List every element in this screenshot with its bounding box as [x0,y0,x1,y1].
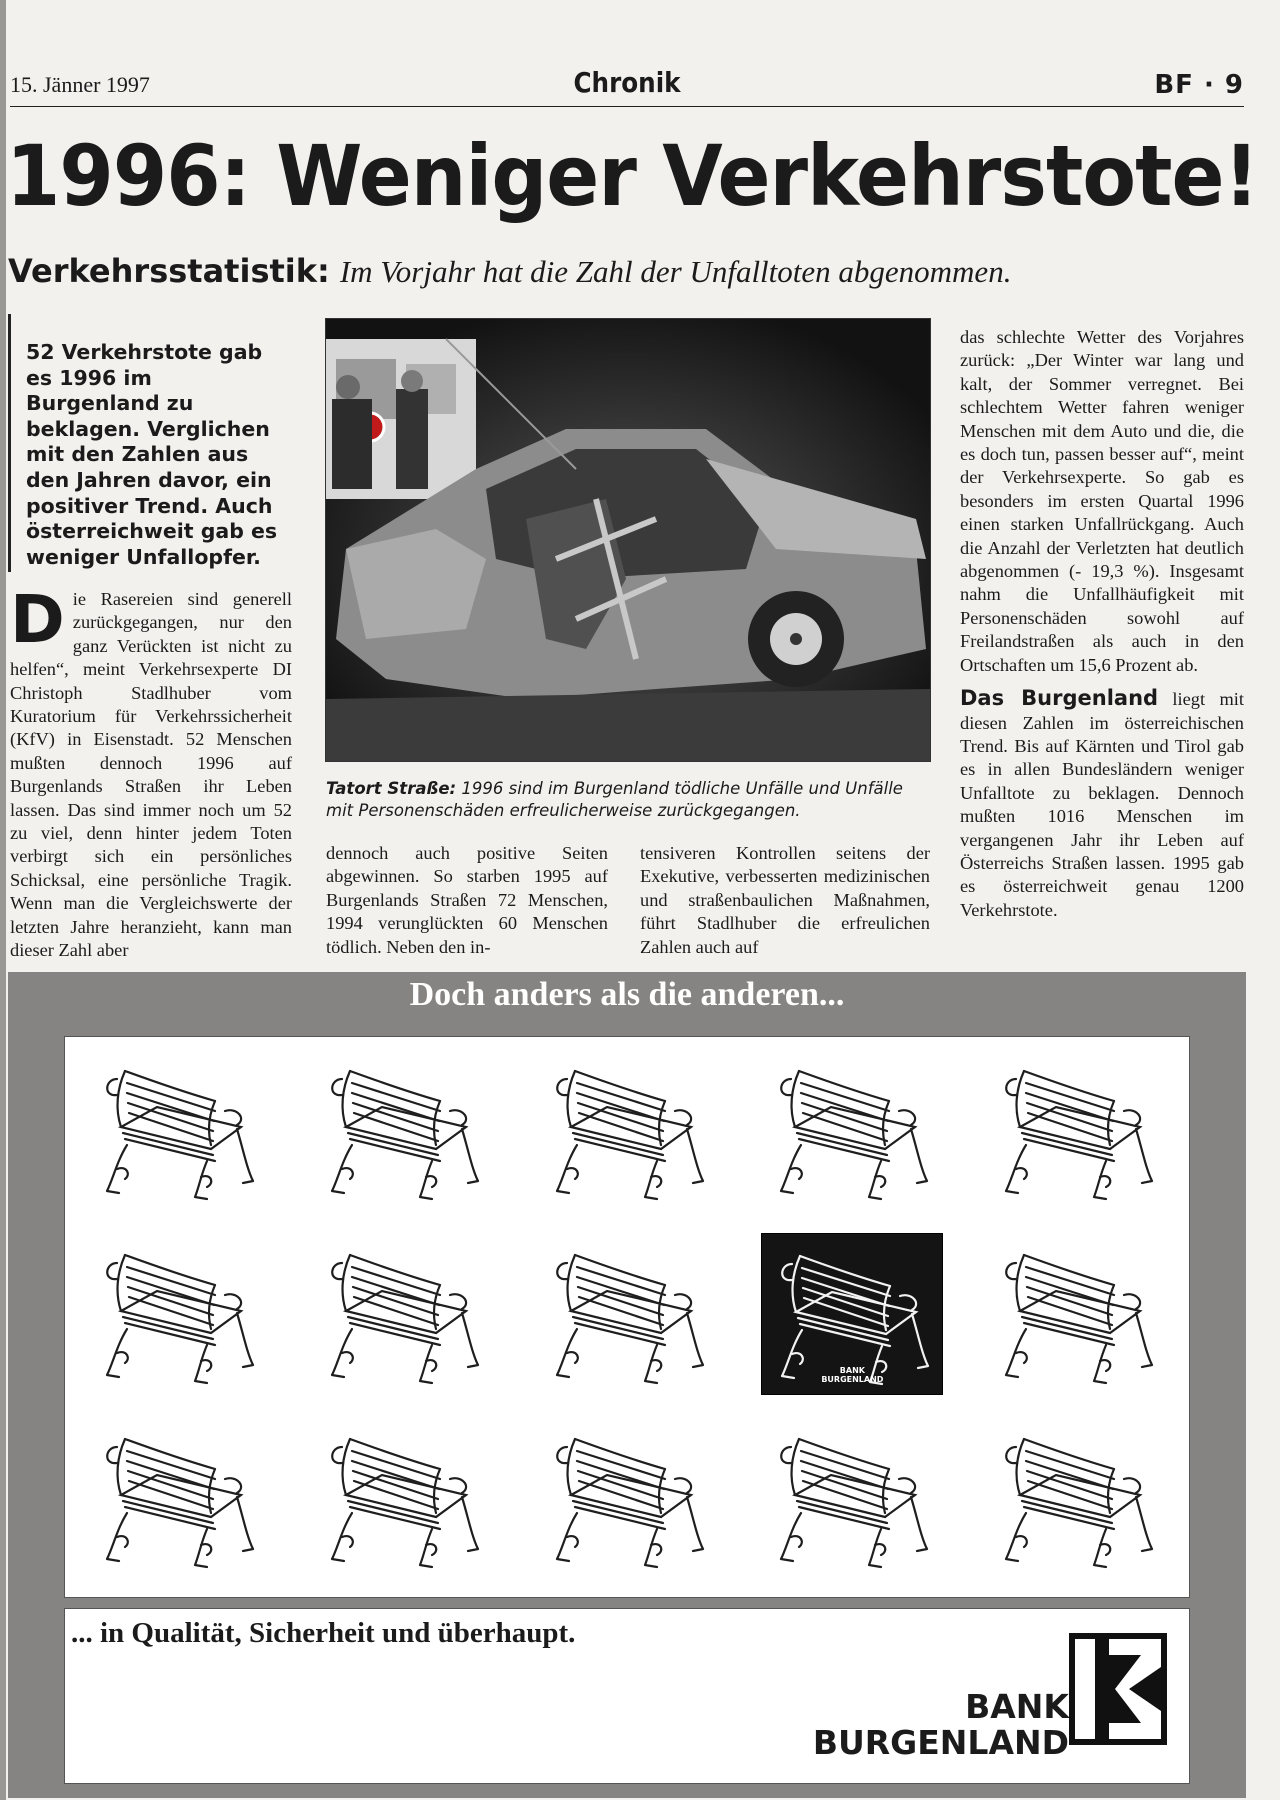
bench-illustration [986,1417,1166,1577]
bank-name [813,1689,1069,1761]
bench-illustration [87,1417,267,1577]
accident-photo [325,318,931,762]
column-4-text: das schlechte Wetter des Vorjahres zurück: „Der Winter war lang und kalt, der Sommer verregnet. Bei schlechtem Wetter fahren weniger Menschen mit dem Auto und die, die es doch tun, passen besser auf“, meint der Verkehrsexperte. So gab es besonders im ersten Quartal 1996 einen starken Unfallrückgang. Auch die Anzahl der Verletzten hat deutlich abgenommen (- 19,3 %). Insgesamt nahm die Unfallhäufigkeit mit Personenschäden sowohl auf Freilandstraßen als auch in den Ortschaften um 15,6 Prozent ab. [960,327,1244,675]
deck: Im Vorjahr hat die Zahl der Unfalltoten abgenommen. [339,254,1012,289]
page-edge-rule [0,0,6,1800]
bench-illustration [312,1049,492,1209]
issue-date: 15. Jänner 1997 [10,72,150,97]
headline: 1996: Weniger Verkehrstote! [6,127,1259,225]
bench-illustration [312,1417,492,1577]
bank-logo-icon [1069,1633,1167,1745]
page-header [10,66,1244,107]
caption-label: Tatort Straße: [326,779,457,798]
section-title: Chronik [573,66,681,99]
bank-advertisement [8,972,1246,1798]
page-number: BF · 9 [1154,70,1244,100]
bench-brand-line-1: BANK [839,1366,865,1375]
bench-illustration [87,1233,267,1393]
column-4 [960,326,1244,922]
bench-illustration [312,1233,492,1393]
ad-footer [64,1608,1190,1784]
column-2: dennoch auch positive Seiten abgewinnen. So starben 1995 auf Burgenlands Straßen 72 Menschen, 1994 verunglückten 60 Menschen tödlich. Neben den in- [326,843,608,957]
column-3: tensiveren Kontrollen seitens der Exekutive, verbesserten medizinischen und straßenbaulichen Maßnahmen, führt Stadlhuber die erfreulichen Zahlen auch auf [640,843,930,957]
bench-illustration [761,1417,941,1577]
bench-illustration [537,1233,717,1393]
bench-illustration [761,1049,941,1209]
ad-headline: Doch anders als die anderen... [409,976,845,1013]
crashed-car-illustration [326,319,930,761]
photo-caption [326,778,930,822]
runin-heading: Das Burgenland [960,686,1159,711]
column-1 [10,581,292,963]
bench-illustration [986,1233,1166,1393]
bench-brand-line-2: BURGENLAND [821,1375,884,1384]
bench-brand-label [762,1366,942,1384]
bench-illustration-highlighted [761,1233,943,1395]
kicker: Verkehrsstatistik: [8,252,330,290]
caption-text: 1996 sind im Burgenland tödliche Unfälle und Unfälle mit Personenschäden erfreulicherweise zurückgegangen. [326,779,903,820]
ad-tagline: ... in Qualität, Sicherheit und überhaupt. [71,1617,576,1649]
bench-illustration [986,1049,1166,1209]
lead-paragraph: 52 Verkehrstote gab es 1996 im Burgenland zu beklagen. Verglichen mit den Zahlen aus den Jahren davor, ein positiver Trend. Auch österreichweit gab es weniger Unfallopfer. [26,340,278,569]
subheadline [8,252,1011,290]
drop-cap: D [10,581,65,658]
column-4-text-b: liegt mit diesen Zahlen im österreichischen Trend. Bis auf Kärnten und Tirol gab es in allen Bundesländern weniger Unfalltote zu beklagen. Dennoch mußten 1016 Menschen im vergangenen Jahr ihr Leben auf Österreichs Straßen lassen. 1995 gab es österreichweit genau 1200 Verkehrstote. [960,689,1244,920]
bench-illustration [537,1417,717,1577]
bench-illustration [537,1049,717,1209]
bank-name-line-1: BANK [965,1687,1069,1726]
bench-grid [64,1036,1190,1598]
column-1-text: ie Rasereien sind generell zurückgegangen, nur den ganz Verückten ist nicht zu helfen“, meint Verkehrsexperte DI Christoph Stadlhuber vom Kuratorium für Verkehrssicherheit (KfV) in Eisenstadt. 52 Menschen mußten dennoch 1996 auf Burgenlands Straßen ihr Leben lassen. Das sind immer noch um 52 zu viel, denn hinter jedem Toten verbirgt sich ein persönliches Schicksal, eine persönliche Tragik. Wenn man die Vergleichswerte der letzten Jahre heranzieht, kann man dieser Zahl aber [10,589,292,961]
bank-name-line-2: BURGENLAND [812,1723,1069,1762]
bench-illustration [87,1049,267,1209]
